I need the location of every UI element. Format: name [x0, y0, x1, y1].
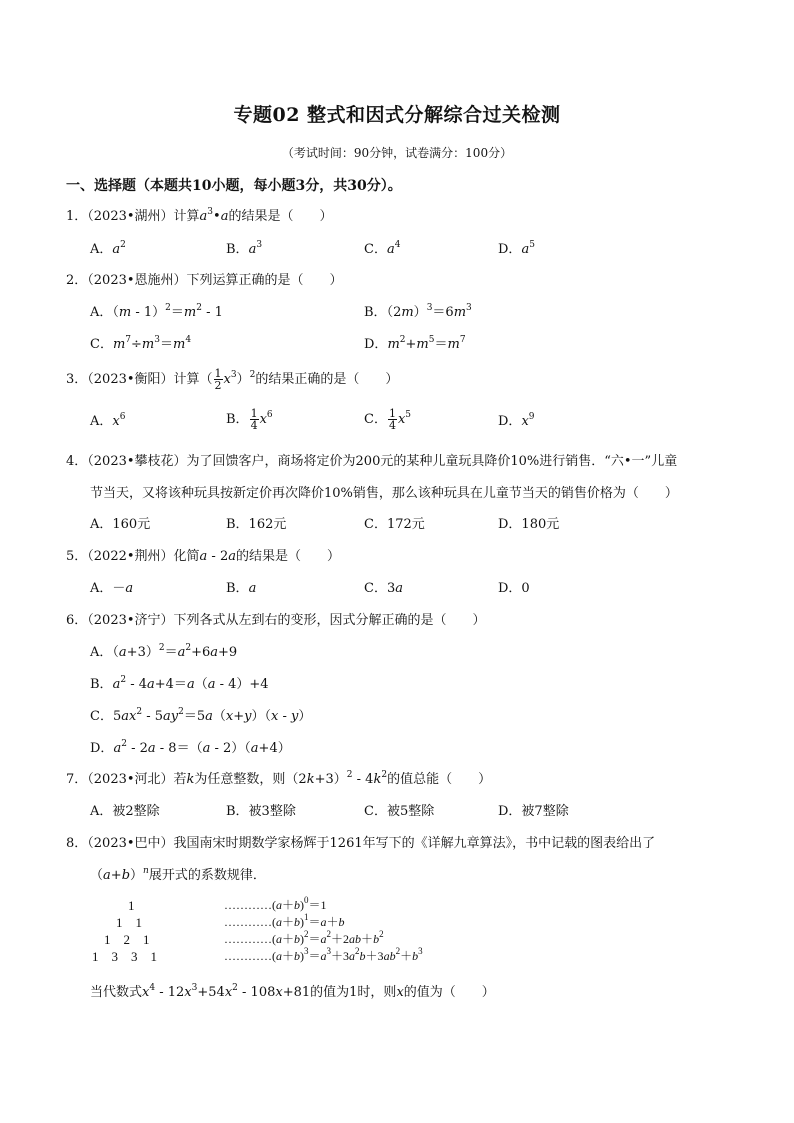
q3-option-b[interactable]: B． $\frac{1}{4}$ $x^6$ [226, 407, 273, 432]
expansion-row-1: $\dots\dots\dots\dots(a+b)^0=1$ [224, 895, 327, 912]
q6-option-d[interactable]: D．$a^2 - 2a - 8=(a - 2)(a+4)$ [90, 738, 291, 756]
expansion-row-4: $\dots\dots\dots\dots(a+b)^3=a^3+3a^2b+3ab^2+b^3$ [224, 946, 423, 963]
q7-option-c[interactable]: C．被5整除 [364, 804, 435, 819]
q5-option-d[interactable]: D．0 [498, 581, 530, 596]
q7-option-d[interactable]: D．被7整除 [498, 804, 569, 819]
question-4-line-1: 4．（2023•攀枝花）为了回馈客户，商场将定价为200元的某种儿童玩具降价10%进行销售．“六•一”儿童 [66, 454, 678, 469]
question-2: 2．（2023•恩施州）下列运算正确的是（ ） [66, 273, 343, 288]
q7-option-a[interactable]: A．被2整除 [90, 804, 160, 819]
question-6: 6．（2023•济宁）下列各式从左到右的变形，因式分解正确的是（ ） [66, 613, 486, 628]
page-title: 专题02 整式和因式分解综合过关检测 [233, 104, 561, 126]
q3-option-d[interactable]: D．$x^9$ [498, 411, 535, 429]
q1-option-a[interactable]: A．$a^2$ [90, 239, 126, 257]
question-8-line-2: $(a+b)^n$展开式的系数规律． [90, 865, 266, 883]
section-heading: 一、选择题（本题共10小题，每小题3分，共30分）。 [66, 178, 402, 194]
q2-option-d[interactable]: D．$m^2+m^5=m^7$ [364, 334, 466, 352]
fraction-one-half: $\frac{1}{2}$ [214, 367, 222, 392]
question-8-line-3: 当代数式$x^4 - 12x^3+54x^2 - 108x+81$的值为1时，则x的值为（ ） [90, 982, 495, 1000]
q3-option-a[interactable]: A．$x^6$ [90, 411, 126, 429]
q6-option-c[interactable]: C．$5ax^2 - 5ay^2=5a(x+y)(x - y)$ [90, 706, 312, 724]
triangle-row-3: 1 2 1 [104, 932, 150, 947]
q1-option-b[interactable]: B．$a^3$ [226, 239, 263, 257]
question-8-line-1: 8．（2023•巴中）我国南宋时期数学家杨辉于1261年写下的《详解九章算法》，书中记载的图表给出了 [66, 836, 656, 851]
question-5: 5．（2022•荆州）化简a - 2a的结果是（ ） [66, 549, 341, 564]
q5-option-c[interactable]: C．3a [364, 581, 403, 596]
question-1: 1．（2023•湖州）计算$a^3•a$的结果是（ ） [66, 206, 333, 224]
question-3: 3．（2023•衡阳）计算（ $\frac{1}{2}$ $x^3)^2$的结果正确的是（ ） [66, 367, 399, 392]
question-7: 7．（2023•河北）若k为任意整数，则$(2k+3)^2 - 4k^2$的值总能（ ） [66, 769, 492, 787]
q4-option-a[interactable]: A．160元 [90, 517, 151, 532]
q6-option-a[interactable]: A．$(a+3)^2=a^2+6a+9$ [90, 642, 238, 660]
q3-option-c[interactable]: C． $\frac{1}{4}$ $x^5$ [364, 407, 412, 432]
triangle-row-2: 1 1 [116, 915, 143, 930]
q5-option-a[interactable]: A．－a [90, 581, 134, 596]
triangle-row-1: 1 [128, 898, 135, 913]
exam-info: （考试时间：90分钟，试卷满分：100分） [281, 146, 513, 160]
q7-option-b[interactable]: B．被3整除 [226, 804, 296, 819]
q5-option-b[interactable]: B．a [226, 581, 257, 596]
q4-option-b[interactable]: B．162元 [226, 517, 287, 532]
q6-option-b[interactable]: B．$a^2 - 4a+4=a(a - 4)+4$ [90, 674, 269, 692]
expansion-row-3: $\dots\dots\dots\dots(a+b)^2=a^2+2ab+b^2$ [224, 929, 384, 946]
q2-option-a[interactable]: A．$(m - 1)^2=m^2 - 1$ [90, 302, 223, 320]
q4-option-d[interactable]: D．180元 [498, 517, 560, 532]
q1-option-c[interactable]: C．$a^4$ [364, 239, 401, 257]
triangle-row-4: 1 3 3 1 [92, 949, 158, 964]
q2-option-b[interactable]: B．$(2m)^3=6m^3$ [364, 302, 472, 320]
question-4-line-2: 节当天，又将该种玩具按新定价再次降价10%销售，那么该种玩具在儿童节当天的销售价格为（ ） [90, 486, 678, 501]
expansion-row-2: $\dots\dots\dots\dots(a+b)^1=a+b$ [224, 912, 345, 929]
q2-option-c[interactable]: C．$m^7\div m^3=m^4$ [90, 334, 192, 352]
q4-option-c[interactable]: C．172元 [364, 517, 425, 532]
q1-option-d[interactable]: D．$a^5$ [498, 239, 535, 257]
